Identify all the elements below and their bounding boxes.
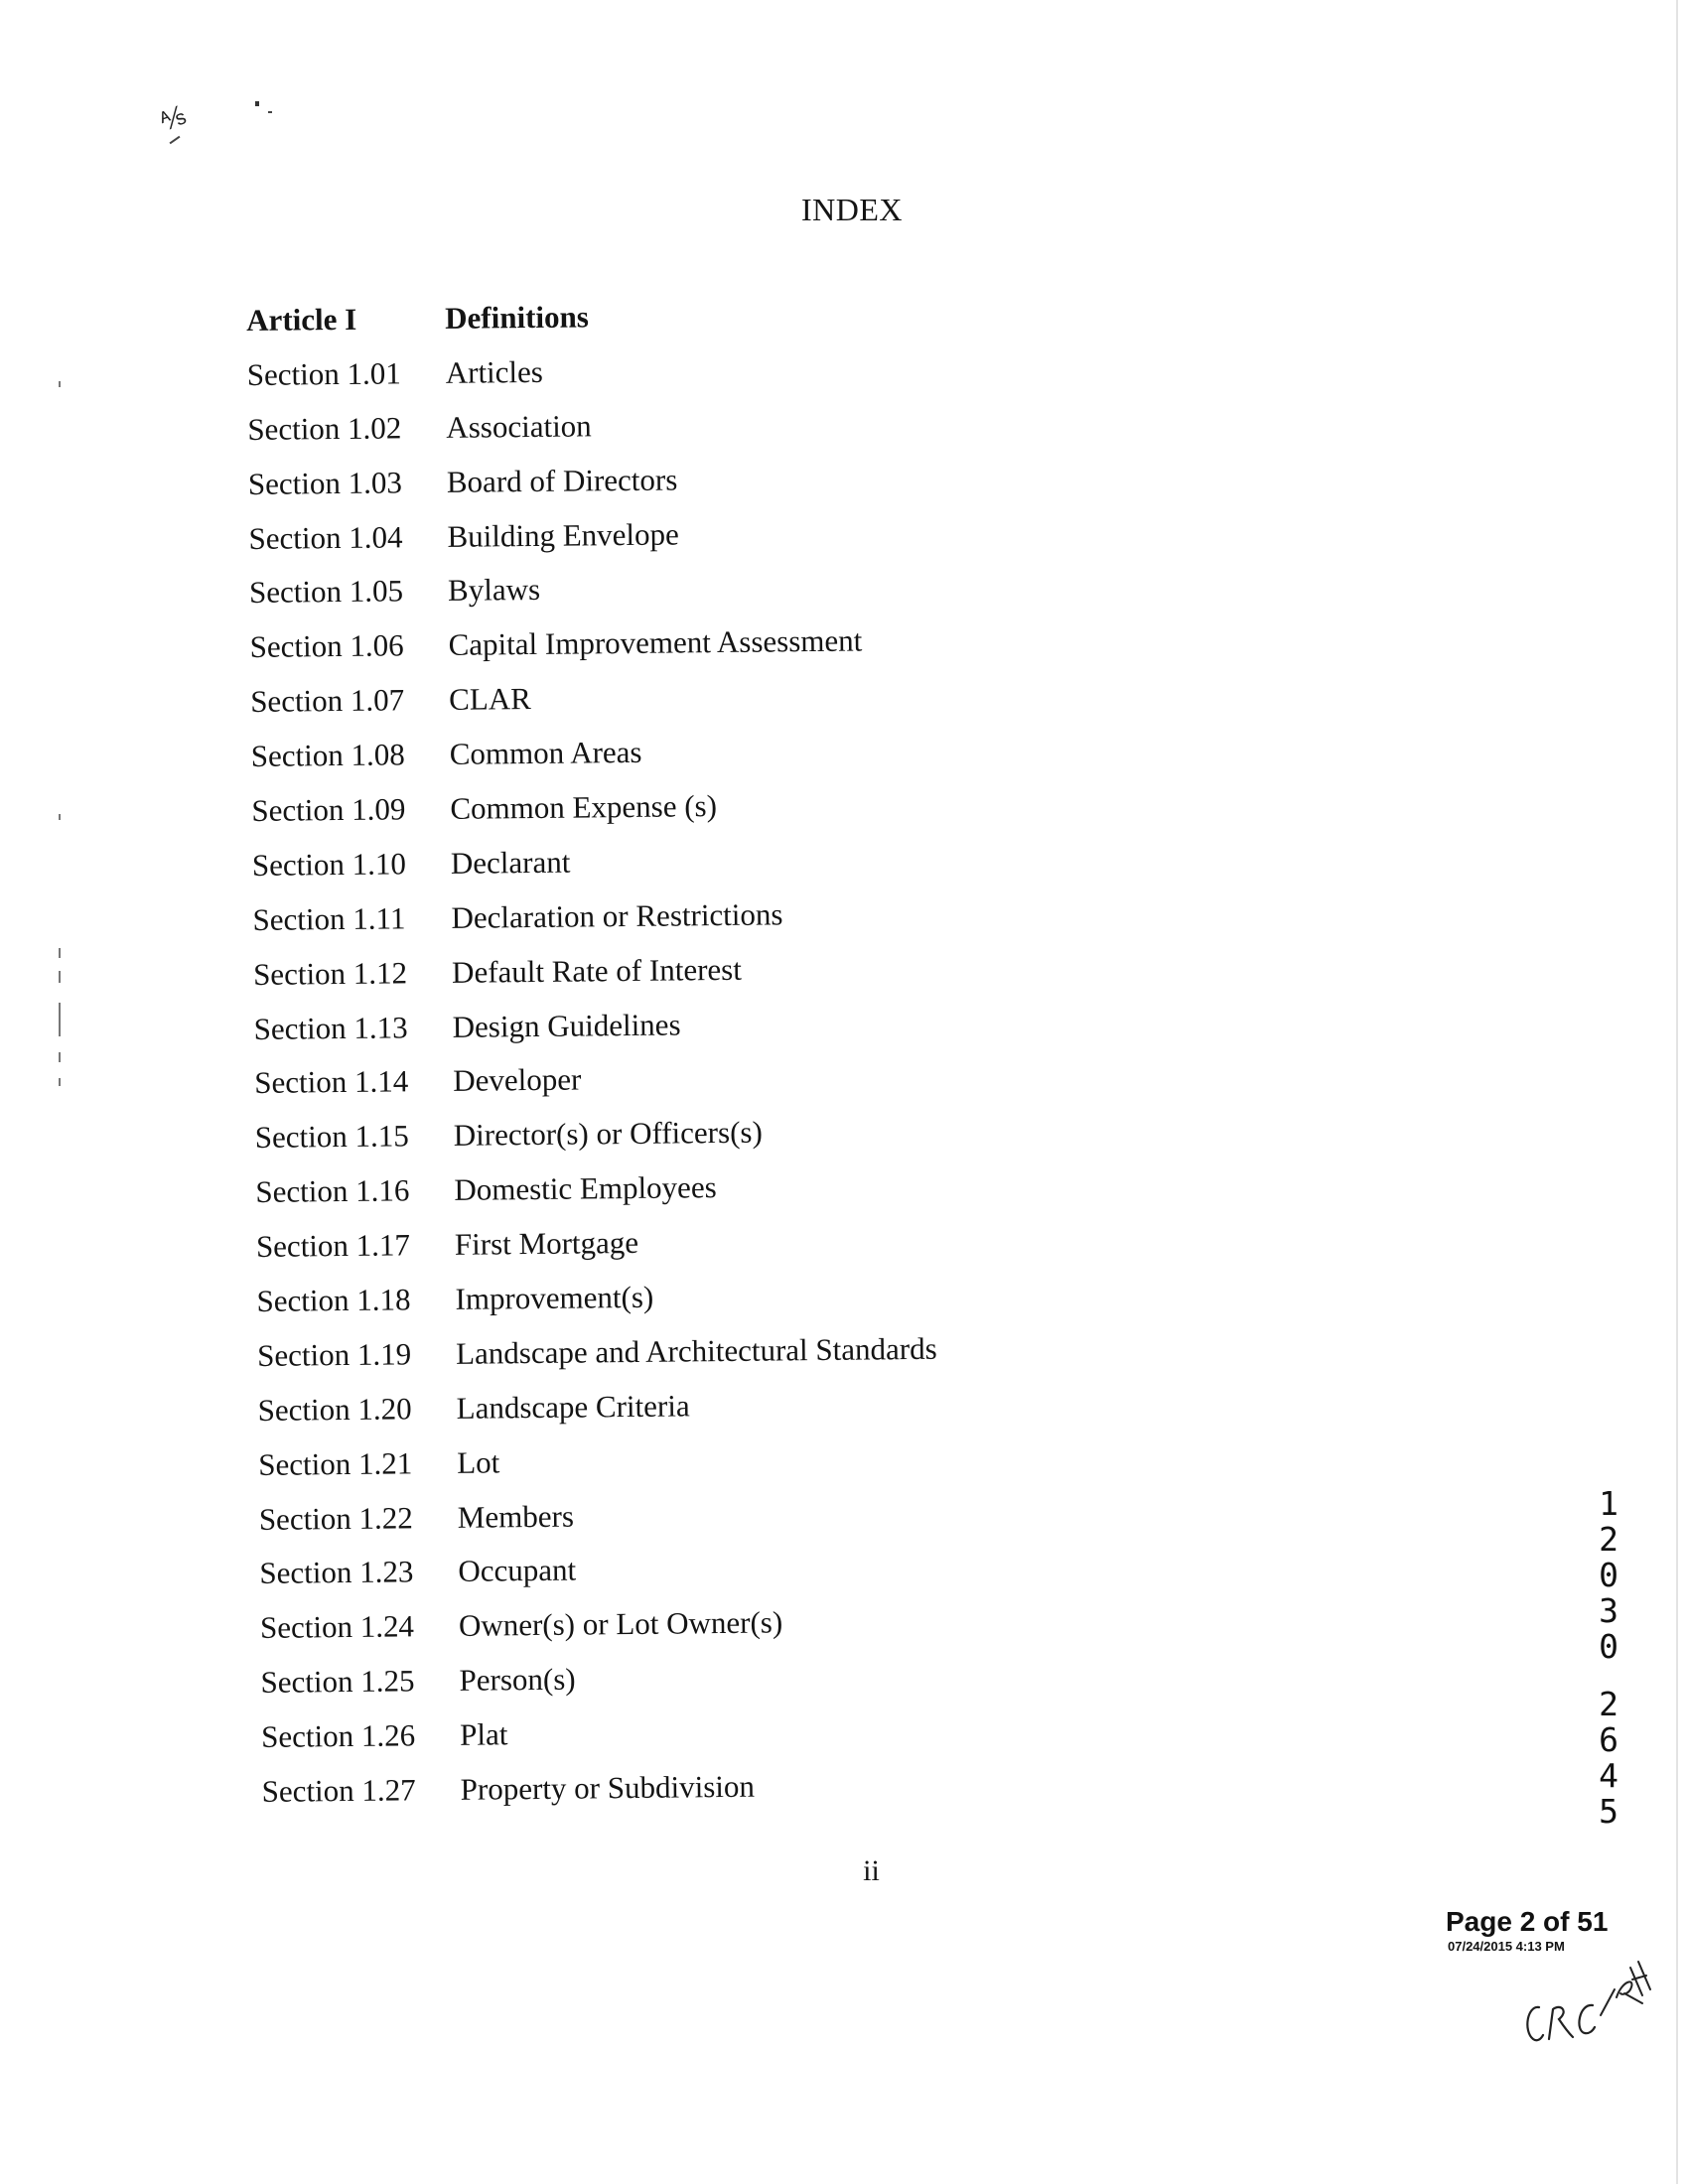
section-row: [259, 1604, 783, 1665]
section-label: Articles: [445, 353, 544, 390]
section-row: [247, 462, 678, 521]
section-label: Landscape Criteria: [456, 1388, 690, 1426]
section-number: Section 1.25: [260, 1663, 415, 1701]
section-row: [254, 1114, 763, 1174]
section-number: Section 1.18: [256, 1282, 411, 1318]
section-number: Section 1.20: [257, 1391, 412, 1428]
section-row: [257, 1388, 690, 1447]
recording-number-bottom: [1594, 1687, 1623, 1830]
section-number: Section 1.23: [259, 1554, 414, 1591]
handwritten-initials: [1519, 1946, 1668, 2055]
section-number: Section 1.17: [255, 1227, 411, 1265]
section-label: Property or Subdivision: [460, 1768, 756, 1807]
section-number: Section 1.03: [247, 465, 403, 501]
section-label: First Mortgage: [454, 1225, 639, 1262]
section-row: [247, 408, 592, 467]
section-row: [252, 896, 783, 957]
section-label: Default Rate of Interest: [451, 951, 743, 990]
scan-mark: [59, 814, 61, 820]
section-number: Section 1.01: [246, 355, 401, 392]
section-row: [248, 572, 541, 629]
scan-speck: [268, 111, 272, 113]
section-number: Section 1.06: [249, 627, 404, 665]
section-number: Section 1.14: [254, 1063, 409, 1101]
section-label: CLAR: [449, 681, 532, 718]
section-label: Design Guidelines: [452, 1007, 681, 1044]
section-number: Section 1.02: [247, 410, 402, 447]
section-number: Section 1.26: [260, 1717, 416, 1755]
section-row: [258, 1444, 500, 1502]
section-number: Section 1.21: [258, 1445, 413, 1482]
section-number: Section 1.16: [255, 1172, 410, 1210]
section-label: Building Envelope: [447, 516, 679, 554]
section-label: Bylaws: [447, 572, 541, 609]
section-number: Section 1.11: [252, 900, 406, 937]
section-number: Section 1.15: [254, 1118, 409, 1156]
section-number: Section 1.22: [258, 1499, 414, 1537]
section-list: [246, 353, 937, 1829]
section-row: [260, 1661, 576, 1719]
section-label: Lot: [457, 1444, 500, 1480]
stamp-digit: 4: [1599, 1756, 1618, 1795]
stamp-digit: 2: [1599, 1685, 1618, 1723]
section-label: Domestic Employees: [454, 1169, 717, 1208]
page-title: INDEX: [800, 192, 904, 227]
stamp-digit: 1: [1599, 1484, 1618, 1523]
scan-speck: ⅍: [156, 100, 191, 138]
section-label: Landscape and Architectural Standards: [455, 1330, 937, 1371]
section-number: Section 1.19: [256, 1336, 412, 1373]
section-label: Capital Improvement Assessment: [448, 622, 863, 663]
section-row: [256, 1330, 937, 1393]
section-row: [251, 844, 571, 902]
section-row: [254, 1061, 582, 1120]
section-number: Section 1.09: [251, 791, 406, 828]
section-row: [255, 1169, 717, 1229]
section-number: Section 1.13: [253, 1009, 408, 1046]
section-label: Common Expense (s): [450, 788, 718, 826]
section-label: Association: [446, 408, 592, 445]
section-label: Members: [457, 1498, 575, 1535]
section-label: Plat: [459, 1716, 508, 1752]
section-label: Director(s) or Officers(s): [453, 1114, 763, 1154]
section-number: Section 1.07: [250, 682, 405, 720]
scan-speck: [170, 136, 181, 145]
section-label: Occupant: [458, 1553, 577, 1589]
section-number: Section 1.05: [248, 573, 404, 611]
section-label: Owner(s) or Lot Owner(s): [458, 1604, 783, 1644]
stamp-digit: 3: [1599, 1591, 1618, 1630]
section-label: Improvement(s): [455, 1279, 654, 1316]
section-label: Person(s): [459, 1661, 576, 1699]
section-row: [250, 681, 532, 739]
table-of-contents: [246, 299, 937, 1829]
section-number: Section 1.10: [251, 846, 407, 883]
section-label: Common Areas: [449, 734, 642, 772]
page-number: ii: [863, 1854, 880, 1887]
recording-page-stamp: Page 2 of 51: [1446, 1906, 1609, 1937]
section-row: [259, 1553, 577, 1610]
scan-mark: [59, 971, 61, 983]
scan-mark: [59, 948, 61, 958]
scan-mark: [59, 381, 61, 387]
section-row: [255, 1225, 639, 1284]
stamp-digit: 0: [1599, 1627, 1618, 1666]
section-number: Section 1.04: [248, 518, 403, 556]
stamp-digit: 0: [1599, 1556, 1618, 1594]
section-row: [260, 1716, 508, 1774]
section-number: Section 1.08: [250, 737, 405, 774]
section-row: [253, 1007, 681, 1066]
recording-number-stamp: [1594, 1486, 1623, 1830]
section-label: Declarant: [450, 844, 571, 881]
section-label: Board of Directors: [446, 462, 678, 499]
recording-number-top: [1594, 1486, 1623, 1665]
section-row: [248, 516, 679, 576]
section-row: [246, 353, 544, 412]
stamp-digit: 5: [1599, 1792, 1618, 1831]
section-number: Section 1.27: [261, 1772, 416, 1809]
recording-datetime-stamp: 07/24/2015 4:13 PM: [1448, 1939, 1565, 1954]
scan-mark: [59, 1052, 61, 1062]
section-number: Section 1.12: [252, 955, 408, 992]
section-row: [250, 734, 642, 793]
article-name: Definitions: [444, 299, 590, 336]
scan-mark: [59, 1003, 61, 1036]
section-label: Developer: [453, 1061, 582, 1099]
stamp-digit: 2: [1599, 1520, 1618, 1559]
scan-mark: [59, 1078, 61, 1086]
section-number: Section 1.24: [259, 1608, 415, 1646]
section-row: [252, 951, 743, 1012]
stamp-digit: 6: [1599, 1720, 1618, 1759]
section-row: [261, 1768, 756, 1829]
section-row: [258, 1498, 575, 1557]
article-heading-row: [246, 299, 590, 357]
section-row: [249, 622, 863, 684]
section-row: [256, 1279, 654, 1338]
section-row: [251, 788, 718, 848]
scan-speck: [255, 101, 259, 106]
article-number: Article I: [246, 301, 357, 338]
section-label: Declaration or Restrictions: [451, 896, 783, 935]
